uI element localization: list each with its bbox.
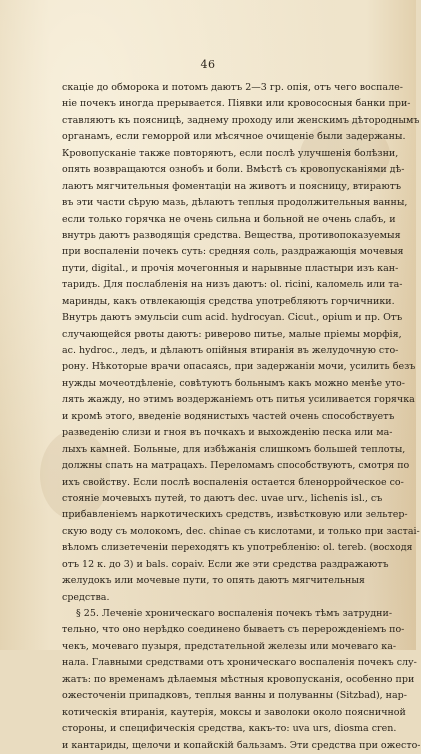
text-line: случающейся рвоты даютъ: риверово питье, малые пріемы морфія,	[62, 328, 402, 340]
text-line: разведенію слизи и гноя въ почкахъ и выхожденію песка или ма-	[62, 427, 393, 439]
text-line: ac. hydroc., ледъ, и дѣлаютъ опійныя втиранія въ желудочную сто-	[62, 345, 399, 356]
text-line: котическія втиранія, каутерія, моксы и заволоки около поясничной	[62, 706, 406, 718]
text-line: должны спать на матрацахъ. Переломамъ способствуютъ, смотря по	[62, 460, 410, 472]
text-line: въ эти части сѣрую мазь, дѣлаютъ теплыя продолжительныя ванны,	[62, 197, 408, 209]
text-line: при воспаленіи почекъ суть: средняя соль, раздражающія мочевыя	[62, 246, 404, 258]
text-line: ставляютъ къ поясницѣ, заднему проходу или женскимъ дѣтороднымъ	[62, 114, 420, 126]
text-line: ніе почекъ иногда прерывается. Піявки или кровососныя банки при-	[62, 98, 411, 110]
text-line: прибавленіемъ наркотическихъ средствъ, извѣстковую или зельтер-	[62, 509, 408, 521]
text-line: желудокъ или мочевые пути, то опять даютъ мягчительныя	[62, 575, 365, 587]
text-line: Кровопусканіе также повторяютъ, если послѣ улучшенія болѣзни,	[62, 147, 399, 159]
text-line: рону. Нѣкоторые врачи опасаясь, при задержаніи мочи, усилить безъ	[62, 361, 416, 373]
text-line: лыхъ камней. Больные, для избѣжанія слишкомъ большей теплоты,	[62, 443, 406, 455]
text-line: пути, digital., и прочія мочегонныя и нарывные пластыри изъ кан-	[62, 262, 399, 274]
text-line: таридъ. Для послабленія на низъ даютъ: ol. ricini, каломель или та-	[62, 279, 403, 291]
text-line: вѣломъ слизетеченіи переходятъ къ употребленію: ol. tereb. (восходя	[62, 542, 413, 554]
text-line: тельно, что оно нерѣдко соединено бываетъ съ перерожденіемъ по-	[62, 624, 405, 636]
text-line: и кантариды, щелочи и копайскій бальзамъ. Эти средства при ожесто-	[62, 739, 421, 751]
text-line: если только горячка не очень сильна и больной не очень слабъ, и	[62, 213, 396, 225]
text-line: скаціе до обморока и потомъ даютъ 2—3 гр. опія, отъ чего воспале-	[62, 82, 403, 93]
text-line: нужды мочеотдѣленіе, совѣтуютъ больнымъ какъ можно менѣе уто-	[62, 377, 405, 389]
page-number: 46	[200, 58, 216, 71]
text-line: Внутрь даютъ эмульсіи cum acid. hydrocyan. Cicut., opium и пр. Отъ	[62, 312, 403, 324]
text-line: чекъ, мочеваго пузыря, предстательной железы или мочеваго ка-	[62, 640, 397, 652]
body-text	[62, 80, 421, 754]
text-line: опять возвращаются ознобъ и боли. Вмѣстѣ съ кровопусканіями дѣ-	[62, 164, 405, 176]
text-line: ожесточеніи припадковъ, теплыя ванны и полуванны (Sitzbad), нар-	[62, 690, 407, 702]
text-line: органамъ, если геморрой или мѣсячное очищеніе были задержаны.	[62, 131, 406, 143]
text-line: средства.	[62, 591, 110, 603]
text-line: внутрь даютъ разводящія средства. Вещества, противопоказуемыя	[62, 229, 401, 241]
text-line: скую воду съ молокомъ, dec. chinae съ кислотами, и только при застаі-	[62, 525, 420, 537]
text-line: стороны, и специфическія средства, какъ-то: uva urs, diosma cren.	[62, 723, 397, 735]
text-line: маринды, какъ отвлекающія средства употребляютъ горчичники.	[62, 295, 395, 307]
text-line: лаютъ мягчительныя фоментаціи на животъ и поясницу, втираютъ	[62, 180, 402, 192]
section-heading-line: § 25. Леченіе хроническаго воспаленія почекъ тѣмъ затрудни-	[76, 608, 393, 619]
text-line: жатъ: по временамъ дѣлаемыя мѣстныя кровопусканія, особенно при	[62, 673, 415, 685]
text-line: и кромѣ этого, введеніе водянистыхъ частей очень способствуетъ	[62, 410, 395, 422]
text-line: стояніе мочевыхъ путей, то даютъ dec. uvae urv., lichenis isl., съ	[62, 492, 383, 504]
text-line: лять жажду, но этимъ воздержаніемъ отъ питья усиливается горячка	[62, 394, 415, 406]
text-line: отъ 12 к. до 3) и bals. copaiv. Если же эти средства раздражаютъ	[62, 558, 389, 570]
text-line: нала. Главными средствами отъ хроническаго воспаленія почекъ слу-	[62, 657, 417, 669]
text-line: ихъ свойству. Если послѣ воспаленія остается бленорройческое со-	[62, 476, 404, 488]
